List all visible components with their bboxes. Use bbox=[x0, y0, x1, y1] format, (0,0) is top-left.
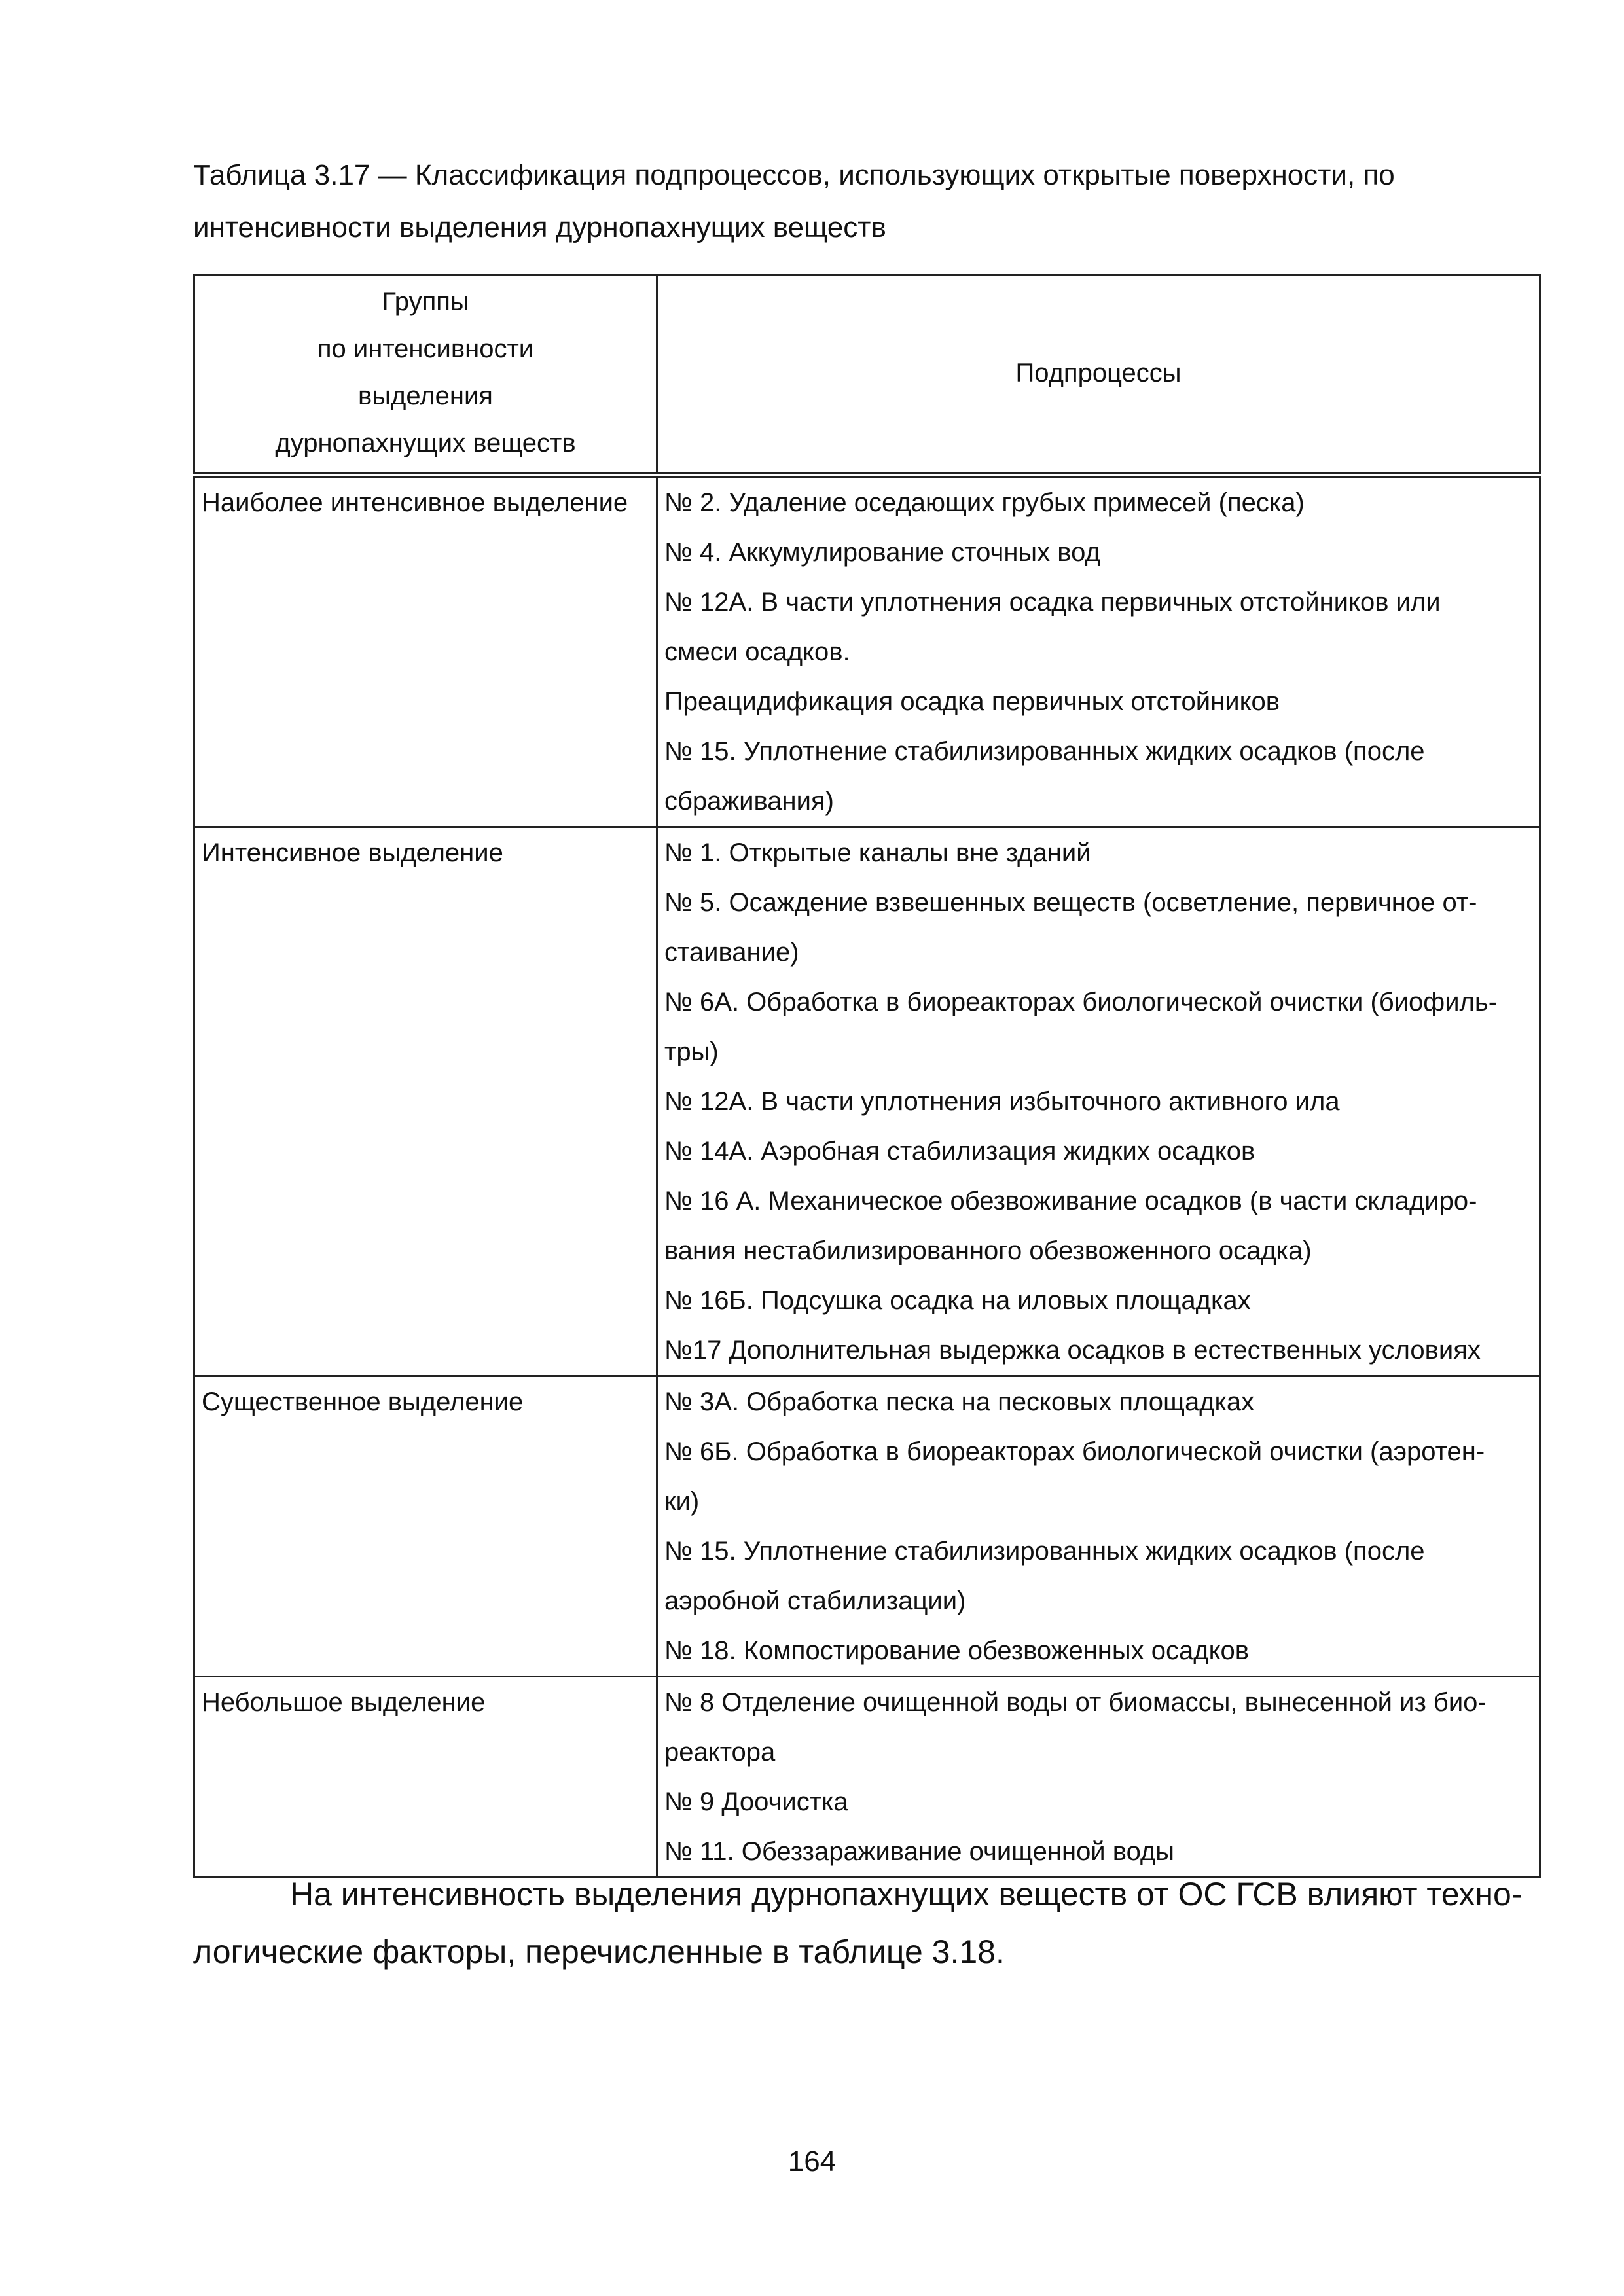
table-header-row bbox=[194, 275, 1540, 475]
header-groups-line: по интенсивности bbox=[317, 334, 534, 363]
subprocess-line: № 6А. Обработка в биореакторах биологической очистки (биофиль- bbox=[664, 988, 1498, 1016]
classification-table bbox=[193, 274, 1541, 1878]
page-number: 164 bbox=[787, 2145, 837, 2178]
subprocess-line: аэробной стабилизации) bbox=[664, 1587, 966, 1615]
header-groups-line: Группы bbox=[382, 287, 469, 316]
group-cell: Существенное выделение bbox=[194, 1376, 657, 1677]
subprocess-line: № 12А. В части уплотнения осадка первичных отстойников или bbox=[664, 588, 1441, 617]
subprocess-line: № 5. Осаждение взвешенных веществ (осветление, первичное от- bbox=[664, 888, 1477, 917]
subprocess-line: № 1. Открытые каналы вне зданий bbox=[664, 838, 1091, 867]
header-groups-line: выделения bbox=[358, 382, 493, 410]
subprocess-line: № 11. Обеззараживание очищенной воды bbox=[664, 1837, 1175, 1866]
subprocess-line: стаивание) bbox=[664, 938, 799, 967]
subprocess-line: сбраживания) bbox=[664, 787, 834, 816]
subprocess-cell bbox=[657, 1677, 1540, 1878]
subprocess-line: тры) bbox=[664, 1037, 719, 1066]
subprocess-line: № 3А. Обработка песка на песковых площадках bbox=[664, 1388, 1255, 1416]
subprocess-line: № 2. Удаление оседающих грубых примесей (песка) bbox=[664, 488, 1305, 517]
paragraph-line-2: логические факторы, перечисленные в таблице 3.18. bbox=[193, 1933, 1005, 1970]
subprocess-line: № 8 Отделение очищенной воды от биомассы, вынесенной из био- bbox=[664, 1688, 1487, 1717]
subprocess-cell bbox=[657, 827, 1540, 1376]
subprocess-line: реактора bbox=[664, 1738, 776, 1767]
paragraph-line-1: На интенсивность выделения дурнопахнущих веществ от ОС ГСВ влияют техно- bbox=[290, 1876, 1523, 1912]
subprocess-line: № 12А. В части уплотнения избыточного активного ила bbox=[664, 1087, 1340, 1116]
header-groups bbox=[194, 275, 657, 475]
subprocess-cell bbox=[657, 475, 1540, 827]
subprocess-line: № 14А. Аэробная стабилизация жидких осадков bbox=[664, 1137, 1255, 1166]
subprocess-line: № 6Б. Обработка в биореакторах биологической очистки (аэротен- bbox=[664, 1437, 1485, 1466]
subprocess-cell bbox=[657, 1376, 1540, 1677]
subprocess-line: Преацидификация осадка первичных отстойников bbox=[664, 687, 1280, 716]
subprocess-line: №17 Дополнительная выдержка осадков в естественных условиях bbox=[664, 1336, 1481, 1365]
group-cell: Наиболее интенсивное выделение bbox=[194, 475, 657, 827]
subprocess-line: вания нестабилизированного обезвоженного осадка) bbox=[664, 1236, 1312, 1265]
table-caption bbox=[193, 149, 1470, 254]
subprocess-line: № 4. Аккумулирование сточных вод bbox=[664, 538, 1100, 567]
caption-line-2: интенсивности выделения дурнопахнущих веществ bbox=[193, 211, 886, 243]
subprocess-line: № 15. Уплотнение стабилизированных жидких осадков (после bbox=[664, 737, 1425, 766]
subprocess-line: № 15. Уплотнение стабилизированных жидких осадков (после bbox=[664, 1537, 1425, 1566]
subprocess-line: № 16 А. Механическое обезвоживание осадков (в части складиро- bbox=[664, 1187, 1477, 1215]
table-row bbox=[194, 1376, 1540, 1677]
table-row bbox=[194, 1677, 1540, 1878]
subprocess-line: смеси осадков. bbox=[664, 637, 850, 666]
subprocess-line: № 18. Компостирование обезвоженных осадков bbox=[664, 1636, 1250, 1665]
subprocess-line: ки) bbox=[664, 1487, 700, 1516]
subprocess-line: № 16Б. Подсушка осадка на иловых площадках bbox=[664, 1286, 1251, 1315]
body-paragraph bbox=[193, 1865, 1539, 1981]
group-cell: Интенсивное выделение bbox=[194, 827, 657, 1376]
subprocess-line: № 9 Доочистка bbox=[664, 1787, 848, 1816]
header-groups-line: дурнопахнущих веществ bbox=[275, 429, 576, 457]
header-subprocesses: Подпроцессы bbox=[657, 275, 1540, 475]
table-row bbox=[194, 475, 1540, 827]
caption-line-1: Таблица 3.17 — Классификация подпроцессов, использующих открытые поверхности, по bbox=[193, 159, 1395, 191]
group-cell: Небольшое выделение bbox=[194, 1677, 657, 1878]
table-row bbox=[194, 827, 1540, 1376]
